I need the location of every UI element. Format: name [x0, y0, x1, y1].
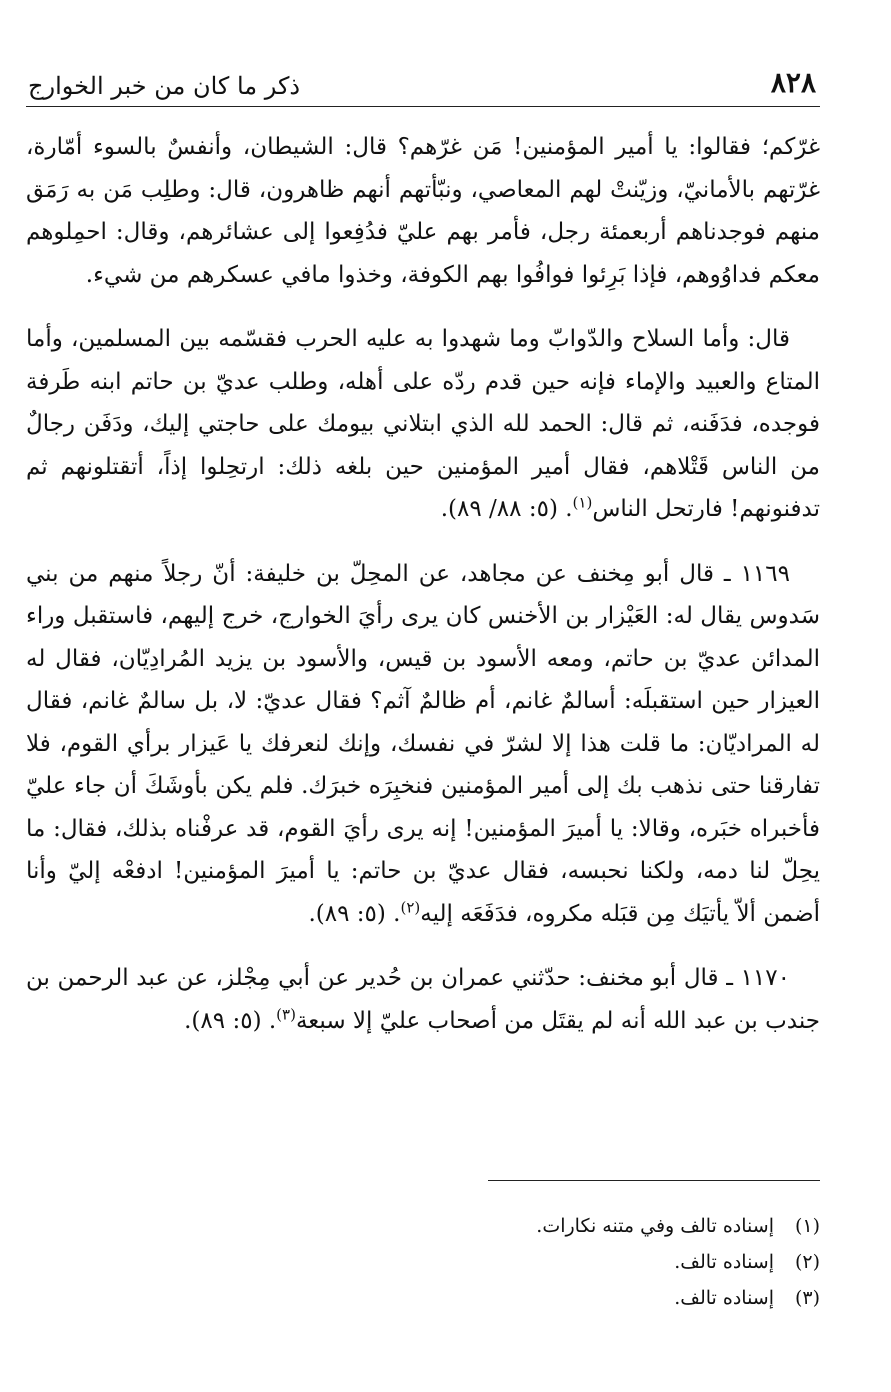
- citation: . (٥: ٨٨/ ٨٩).: [440, 496, 573, 522]
- footnote-text: إسناده تالف.: [674, 1287, 774, 1309]
- footnote-text: إسناده تالف وفي متنه نكارات.: [536, 1215, 774, 1237]
- running-title: ذكر ما كان من خبر الخوارج: [28, 72, 301, 100]
- footnote: [26, 1244, 820, 1280]
- footnote-number: (٣): [794, 1287, 820, 1309]
- paragraph-text: قال: وأما السلاح والدّوابّ وما شهدوا به عليه الحرب فقسّمه بين المسلمين، وأما المتاع والعبيد والإماء فإنه حين قدم ردّه على أهله، وطلب عديّ بن حاتم ابنه طَرفة فوجده، فدَفَنه، ثم قال: الحمد لله الذي ابتلاني بيومك على حاجتي إليك، ودَفَن رجالٌ من الناس قَتْلاهم، فقال أمير المؤمنين حين بلغه ذلك: ارتحِلوا إذاً، أتقتلونهم ثم تدفنونهم! فارتحل الناس: [26, 326, 820, 522]
- footnote-number: (١): [794, 1215, 820, 1237]
- citation: . (٥: ٨٩).: [184, 1007, 277, 1034]
- footnote: [26, 1280, 820, 1316]
- paragraph-text: غرّكم؛ فقالوا: يا أمير المؤمنين! مَن غرّهم؟ قال: الشيطان، وأنفسٌ بالسوء أمّارة، غرّتهم بالأمانيّ، وزيّنتْ لهم المعاصي، ونبّأتهم أنهم ظاهرون، قال: وطلِب مَن به رَمَق منهم فوجدناهم أربعمئة رجل، فأمر بهم عليّ فدُفِعوا إلى عشائرهم، وقال: احمِلوهم معكم فداوُوهم، فإذا بَرِئوا فوافُوا بهم الكوفة، وخذوا مافي عسكرهم من شيء.: [26, 134, 820, 288]
- footnote-text: إسناده تالف.: [674, 1251, 774, 1273]
- paragraph: [26, 318, 820, 531]
- document-page: [26, 0, 820, 1392]
- paragraph: [26, 126, 820, 296]
- body-text: [26, 126, 820, 1042]
- footnote-number: (٢): [794, 1251, 820, 1273]
- citation: . (٥: ٨٩).: [308, 900, 401, 927]
- page-number: ٨٢٨: [770, 66, 816, 99]
- footnote: [26, 1208, 820, 1244]
- footnotes: [26, 1208, 820, 1316]
- paragraph: [26, 553, 820, 936]
- footnote-divider: [488, 1180, 820, 1181]
- page-header: [26, 66, 820, 107]
- footnote-ref[interactable]: (٣): [276, 1004, 296, 1023]
- footnote-ref[interactable]: (٢): [400, 897, 421, 916]
- paragraph-text: ١١٦٩ ـ قال أبو مِخنف عن مجاهد، عن المحِلّ بن خليفة: أنّ رجلاً منهم من بني سَدوس يقال له: العَيْزار بن الأخنس كان يرى رأيَ الخوارج، خرج إليهم، فاستقبل وراء المدائن عديّ بن حاتم، ومعه الأسود بن قيس، والأسود بن يزيد المُرادِيّان، فقال له العيزار حين استقبلَه: أسالمٌ غانم، أم ظالمٌ آثم؟ فقال عديّ: لا، بل سالمٌ غانم، فقال له المراديّان: ما قلت هذا إلا لشرّ في نفسك، وإنك لنعرفك يا عَيزار برأي القوم، فلا تفارقنا حتى نذهب بك إلى أمير المؤمنين فنخبِرَه خبرَك. فلم يكن بأوشَكَ أن جاء عليّ فأخبراه خبَره، وقالا: يا أميرَ المؤمنين! إنه يرى رأيَ القوم، قد عرفْناه بذلك، فقال: ما يحِلّ لنا دمه، ولكنا نحبسه، فقال عديّ بن حاتم: يا أميرَ المؤمنين! ادفعْه إليّ وأنا أضمن ألاّ يأتيَك مِن قبَله مكروه، فدَفَعَه إليه: [26, 560, 820, 927]
- footnote-ref[interactable]: (١): [572, 493, 593, 512]
- paragraph: [26, 957, 820, 1042]
- paragraph-text: ١١٧٠ ـ قال أبو مخنف: حدّثني عمران بن حُدير عن أبي مِجْلز، عن عبد الرحمن بن جندب بن عبد الله أنه لم يقتَل من أصحاب عليّ إلا سبعة: [26, 965, 820, 1034]
